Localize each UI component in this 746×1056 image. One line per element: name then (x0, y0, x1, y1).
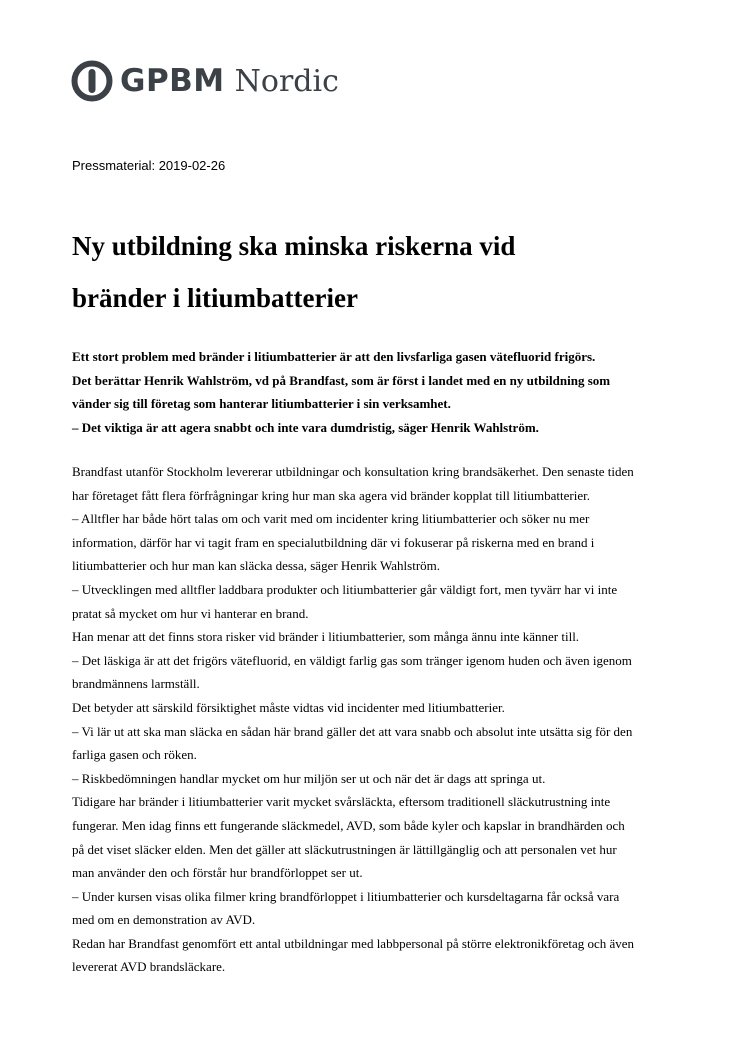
logo-sub-text: Nordic (234, 63, 339, 99)
body-line: pratat så mycket om hur vi hanterar en brand. (72, 605, 309, 621)
body-line: – Vi lär ut att ska man släcka en sådan här brand gäller det att vara snabb och absolut inte utsätta sig för den (72, 723, 633, 739)
body-line: Tidigare har bränder i litiumbatterier varit mycket svårsläckta, eftersom traditionell släckutrustning inte (72, 794, 611, 810)
body-line: brandmännens larmställ. (72, 676, 200, 692)
body-text (72, 460, 692, 979)
body-line: – Det läskiga är att det frigörs vätefluorid, en väldigt farlig gas som tränger igenom huden och även igenom (72, 652, 632, 668)
lead-line: vänder sig till företag som hanterar litiumbatterier i sin verksamhet. (72, 396, 451, 412)
headline (72, 220, 692, 324)
body-line: man använder den och förstår hur brandförloppet ser ut. (72, 865, 363, 881)
logo-brand-text: GPBM (120, 63, 225, 99)
body-line: med om en demonstration av AVD. (72, 912, 256, 928)
body-line: – Riskbedömningen handlar mycket om hur miljön ser ut och när det är dags att springa ut. (72, 770, 546, 786)
body-line: – Utvecklingen med alltfler laddbara produkter och litiumbatterier går väldigt fort, men tyvärr har vi inte (72, 581, 618, 597)
headline-line: bränder i litiumbatterier (72, 283, 358, 313)
lead-line: Ett stort problem med bränder i litiumbatterier är att den livsfarliga gasen vätefluorid frigörs. (72, 349, 596, 364)
body-line: har företaget fått flera förfrågningar kring hur man ska agera vid bränder kopplat till litiumbatterier. (72, 487, 590, 503)
press-date: Pressmaterial: 2019-02-26 (72, 158, 226, 173)
gpbm-logo-icon (70, 59, 114, 103)
body-line: – Alltfler har både hört talas om och varit med om incidenter kring litiumbatterier och söker nu mer (72, 511, 590, 527)
body-line: farliga gasen och röken. (72, 747, 197, 763)
body-line: Redan har Brandfast genomfört ett antal utbildningar med labbpersonal på större elektronikföretag och även (72, 935, 635, 951)
body-line: information, därför har vi tagit fram en specialutbildning där vi fokuserar på riskerna med en brand i (72, 534, 595, 550)
body-line: fungerar. Men idag finns ett fungerande släckmedel, AVD, som både kyler och kapslar in brandhärden och (72, 817, 625, 833)
lead-line: – Det viktiga är att agera snabbt och inte vara dumdristig, säger Henrik Wahlström. (72, 420, 539, 436)
company-logo (70, 57, 339, 105)
body-line: på det viset släcker elden. Men det gäller att släckutrustningen är lättillgänglig och att personalen vet hur (72, 841, 617, 857)
body-line: Han menar att det finns stora risker vid bränder i litiumbatterier, som många ännu inte känner till. (72, 629, 580, 645)
body-line: Det betyder att särskild försiktighet måste vidtas vid incidenter med litiumbatterier. (72, 699, 505, 715)
lead-paragraph (72, 345, 692, 440)
headline-line: Ny utbildning ska minska riskerna vid (72, 231, 516, 261)
body-line: Brandfast utanför Stockholm levererar utbildningar och konsultation kring brandsäkerhet. Den senaste tiden (72, 464, 634, 479)
lead-line: Det berättar Henrik Wahlström, vd på Brandfast, som är först i landet med en ny utbildning som (72, 372, 611, 388)
body-line: – Under kursen visas olika filmer kring brandförloppet i litiumbatterier och kursdeltagarna får också vara (72, 888, 620, 904)
body-line: levererat AVD brandsläckare. (72, 959, 226, 975)
body-line: litiumbatterier och hur man kan släcka dessa, säger Henrik Wahlström. (72, 558, 441, 574)
